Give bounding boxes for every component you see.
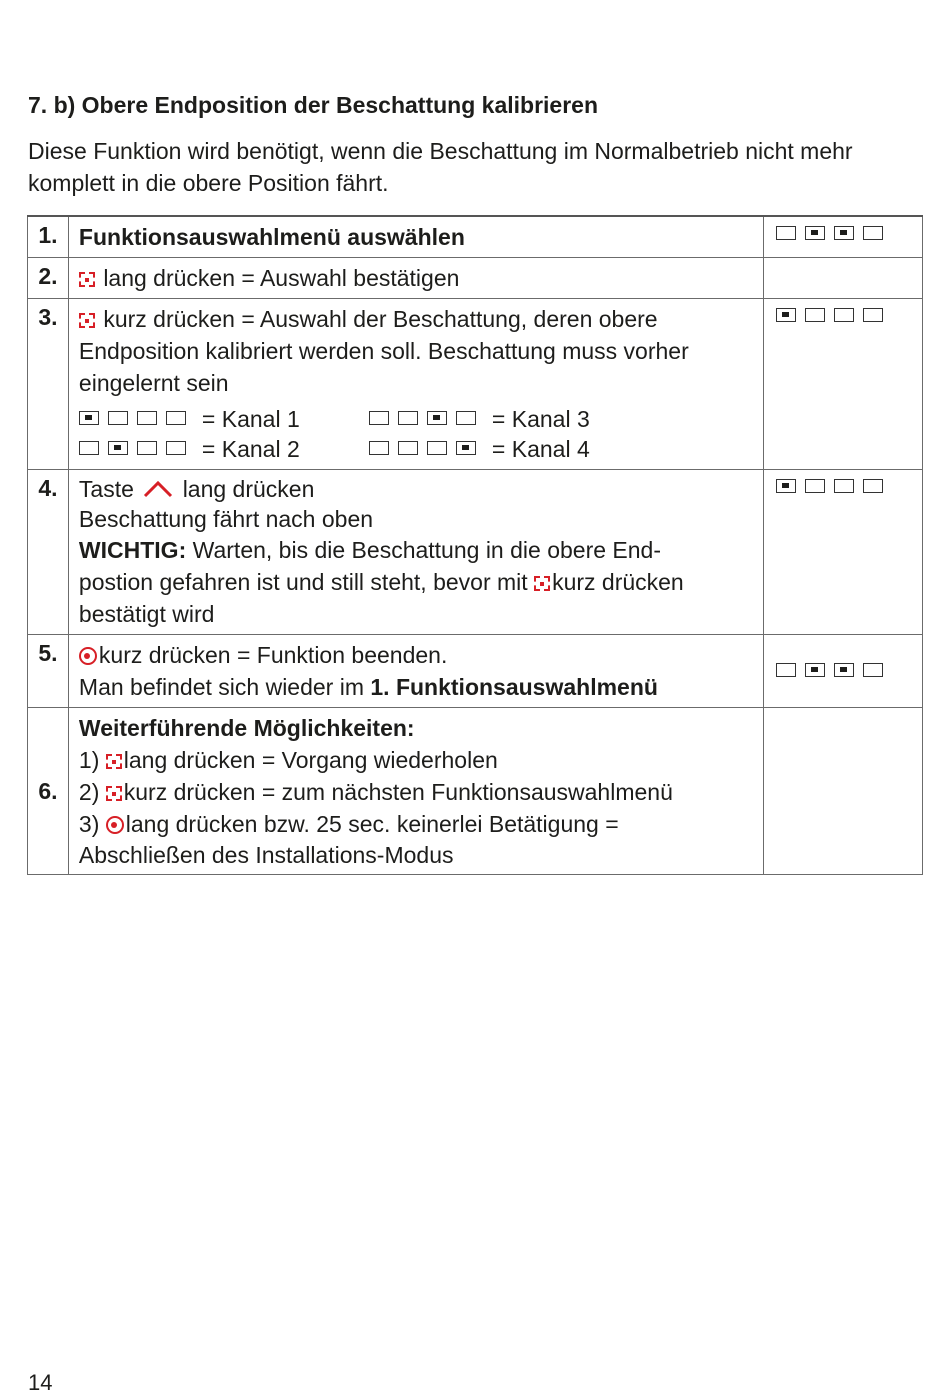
led-row: [776, 226, 914, 242]
prog-key-icon: [534, 576, 550, 591]
steps-table: [27, 215, 923, 875]
led-row: [776, 479, 914, 495]
channel-item: [369, 435, 649, 463]
step-line: [79, 534, 757, 566]
led-off-icon: [398, 441, 418, 455]
led-indicator: [763, 216, 922, 258]
taste-label: Taste: [78, 476, 134, 502]
step-line: [79, 639, 757, 671]
led-on-icon: [427, 411, 447, 425]
option-prefix: 3): [78, 811, 100, 837]
option-item: [79, 808, 757, 840]
led-on-icon: [776, 308, 796, 322]
led-off-icon: [456, 411, 476, 425]
led-row: [369, 441, 476, 457]
led-off-icon: [166, 441, 186, 455]
channel-label: = Kanal 1: [201, 406, 300, 432]
option-item: Abschließen des Installations-Modus: [78, 842, 454, 868]
table-row: [28, 708, 923, 875]
step-number: 2.: [28, 258, 69, 299]
step-text: [68, 258, 763, 299]
led-off-icon: [776, 226, 796, 240]
menu-reference: 1. Funktionsauswahlmenü: [370, 674, 658, 700]
led-off-icon: [834, 308, 854, 322]
step-line-text: kurz drücken: [552, 569, 684, 595]
led-off-icon: [805, 308, 825, 322]
important-text: Warten, bis die Beschattung in die obere End-: [192, 537, 661, 563]
page-number: 14: [28, 1370, 53, 1395]
step-line-text: kurz drücken = Funktion beenden.: [98, 642, 448, 668]
step-line: Beschattung fährt nach oben: [78, 506, 374, 532]
step-number: 4.: [28, 470, 69, 635]
step-text: [68, 470, 763, 635]
channel-item: [369, 405, 649, 433]
stop-icon: [106, 816, 124, 834]
led-off-icon: [79, 441, 99, 455]
option-text: lang drücken bzw. 25 sec. keinerlei Betätigung =: [125, 811, 619, 837]
options-title: Weiterführende Möglichkeiten:: [78, 715, 415, 741]
led-indicator: [763, 635, 922, 708]
option-item: [79, 744, 757, 776]
step-line: [79, 566, 757, 598]
option-prefix: 1): [78, 747, 100, 773]
led-off-icon: [863, 308, 883, 322]
prog-key-icon: [106, 786, 122, 801]
led-on-icon: [108, 441, 128, 455]
channel-item: [79, 405, 369, 433]
led-off-icon: [166, 411, 186, 425]
led-off-icon: [805, 479, 825, 493]
prog-key-icon: [106, 754, 122, 769]
step-text-content: lang drücken = Auswahl bestätigen: [103, 265, 460, 291]
option-text: lang drücken = Vorgang wiederholen: [123, 747, 498, 773]
led-indicator: [763, 470, 922, 635]
led-off-icon: [137, 441, 157, 455]
led-indicator: [763, 299, 922, 470]
channel-label: = Kanal 3: [491, 406, 590, 432]
led-row: [776, 308, 914, 324]
chevron-up-icon: [142, 479, 174, 499]
led-off-icon: [834, 479, 854, 493]
step-number: 5.: [28, 635, 69, 708]
channel-label: = Kanal 4: [491, 436, 590, 462]
table-row: [28, 216, 923, 258]
led-off-icon: [863, 479, 883, 493]
step-line-text: postion gefahren ist und still steht, bevor mit: [78, 569, 528, 595]
step-line: [79, 474, 757, 504]
step-line: [79, 671, 757, 703]
important-label: WICHTIG:: [78, 537, 187, 563]
step-number: 1.: [28, 216, 69, 258]
intro-text: Diese Funktion wird benötigt, wenn die Beschattung im Normalbetrieb nicht mehr komplett in die obere Position fährt.: [28, 138, 853, 196]
led-on-icon: [834, 663, 854, 677]
step-line-text: lang drücken: [182, 476, 315, 502]
step-number: 3.: [28, 299, 69, 470]
led-indicator: [763, 258, 922, 299]
option-prefix: 2): [78, 779, 100, 805]
channel-label: = Kanal 2: [201, 436, 300, 462]
led-row: [79, 441, 186, 457]
option-item: [79, 776, 757, 808]
led-row: [369, 411, 476, 427]
step-text: Funktionsauswahlmenü auswählen: [68, 216, 763, 258]
channel-item: [79, 435, 369, 463]
led-indicator: [763, 708, 922, 875]
led-on-icon: [805, 663, 825, 677]
led-off-icon: [863, 226, 883, 240]
led-off-icon: [369, 411, 389, 425]
led-on-icon: [776, 479, 796, 493]
step-text: [68, 299, 763, 470]
stop-icon: [79, 647, 97, 665]
step-line-text: Man befindet sich wieder im: [78, 674, 364, 700]
led-row: [79, 411, 186, 427]
step-number: 6.: [28, 708, 69, 875]
option-text: kurz drücken = zum nächsten Funktionsauswahlmenü: [123, 779, 673, 805]
led-row: [776, 663, 914, 679]
table-row: [28, 635, 923, 708]
led-off-icon: [398, 411, 418, 425]
led-on-icon: [834, 226, 854, 240]
led-off-icon: [776, 663, 796, 677]
led-off-icon: [369, 441, 389, 455]
step-text: [68, 708, 763, 875]
prog-key-icon: [79, 272, 95, 287]
step-text-content: kurz drücken = Auswahl der Beschattung, deren obere Endposition kalibriert werden soll. Beschattung muss vorher eingelernt sein: [78, 306, 689, 396]
channel-legend: [79, 405, 757, 463]
led-on-icon: [805, 226, 825, 240]
step-text: [68, 635, 763, 708]
step-line: bestätigt wird: [78, 601, 215, 627]
table-row: [28, 258, 923, 299]
table-row: [28, 470, 923, 635]
led-off-icon: [863, 663, 883, 677]
led-on-icon: [79, 411, 99, 425]
prog-key-icon: [79, 313, 95, 328]
table-row: [28, 299, 923, 470]
led-off-icon: [137, 411, 157, 425]
led-on-icon: [456, 441, 476, 455]
section-heading: 7. b) Obere Endposition der Beschattung kalibrieren: [28, 92, 598, 118]
led-off-icon: [427, 441, 447, 455]
led-off-icon: [108, 411, 128, 425]
